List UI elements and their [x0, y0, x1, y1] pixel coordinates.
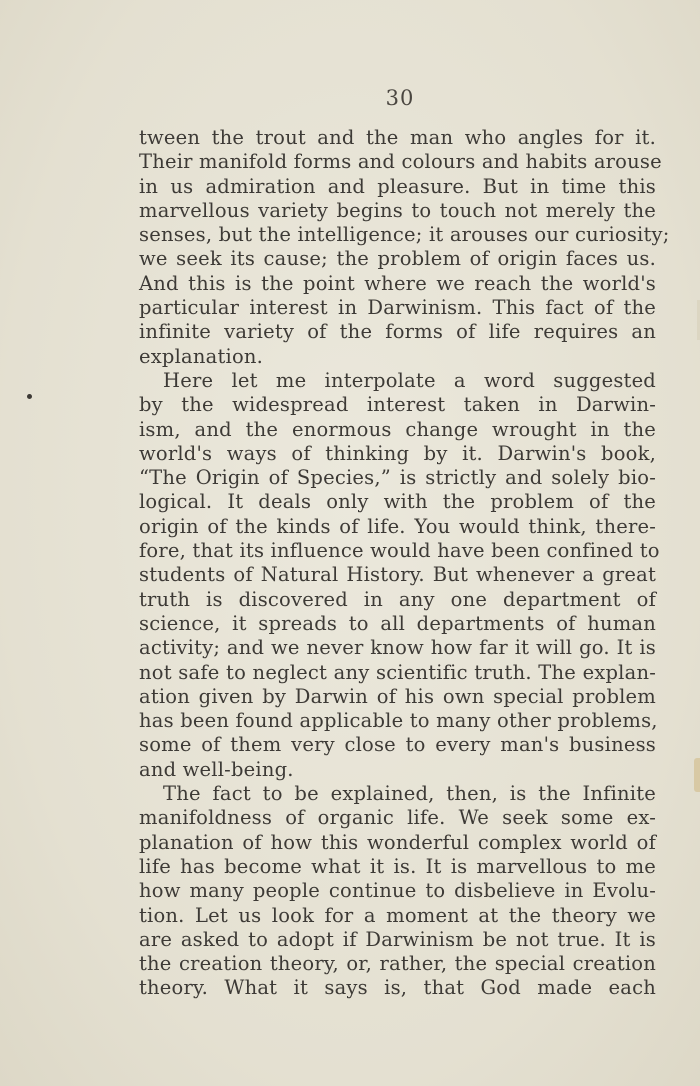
- text-line: are asked to adopt if Darwinism be not true. It is: [139, 927, 656, 951]
- text-line: fore, that its influence would have been confined to: [139, 539, 660, 563]
- text-line: truth is discovered in any one department of: [139, 587, 656, 611]
- text-line: world's ways of thinking by it. Darwin's book,: [139, 441, 656, 465]
- text-line: logical. It deals only with the problem of the: [139, 490, 656, 514]
- text-line: life has become what it is. It is marvellous to me: [139, 854, 656, 878]
- text-line: some of them very close to every man's business: [139, 733, 656, 757]
- text-line: explanation.: [139, 344, 264, 368]
- body-text: [139, 126, 670, 1001]
- text-line: ism, and the enormous change wrought in the: [139, 417, 656, 441]
- text-line: how many people continue to disbelieve in Evolu-: [139, 879, 656, 903]
- text-line: planation of how this wonderful complex world of: [139, 830, 656, 854]
- text-line: infinite variety of the forms of life requires an: [139, 320, 656, 344]
- page-number: 30: [385, 86, 415, 110]
- text-line: Their manifold forms and colours and habits arouse: [139, 150, 662, 174]
- ink-speck: [27, 394, 32, 399]
- text-line: not safe to neglect any scientific truth. The explan-: [139, 660, 656, 684]
- text-line: origin of the kinds of life. You would think, there-: [139, 514, 656, 538]
- text-line: senses, but the intelligence; it arouses our curiosity;: [139, 223, 670, 247]
- text-line: and well-being.: [139, 757, 294, 781]
- text-line: marvellous variety begins to touch not merely the: [139, 198, 656, 222]
- text-line: science, it spreads to all departments of human: [139, 611, 656, 635]
- page-edge-mark: [694, 758, 700, 792]
- text-line: particular interest in Darwinism. This fact of the: [139, 296, 656, 320]
- text-line: Here let me interpolate a word suggested: [163, 368, 656, 392]
- text-line: the creation theory, or, rather, the special creation: [139, 952, 656, 976]
- text-line: activity; and we never know how far it will go. It is: [139, 636, 656, 660]
- text-line: tween the trout and the man who angles for it.: [139, 126, 656, 149]
- text-line: The fact to be explained, then, is the Infinite: [163, 782, 656, 806]
- text-line: has been found applicable to many other problems,: [139, 709, 658, 733]
- text-line: theory. What it says is, that God made each: [139, 976, 656, 1000]
- text-line: And this is the point where we reach the world's: [139, 271, 656, 295]
- text-line: manifoldness of organic life. We seek some ex-: [139, 806, 656, 830]
- text-line: we seek its cause; the problem of origin faces us.: [139, 247, 656, 271]
- text-line: “The Origin of Species,” is strictly and solely bio-: [139, 466, 656, 490]
- text-line: tion. Let us look for a moment at the theory we: [139, 903, 656, 927]
- text-line: by the widespread interest taken in Darwin-: [139, 393, 656, 417]
- text-line: students of Natural History. But whenever a great: [139, 563, 656, 587]
- text-line: ation given by Darwin of his own special problem: [139, 684, 656, 708]
- text-line: in us admiration and pleasure. But in time this: [139, 174, 656, 198]
